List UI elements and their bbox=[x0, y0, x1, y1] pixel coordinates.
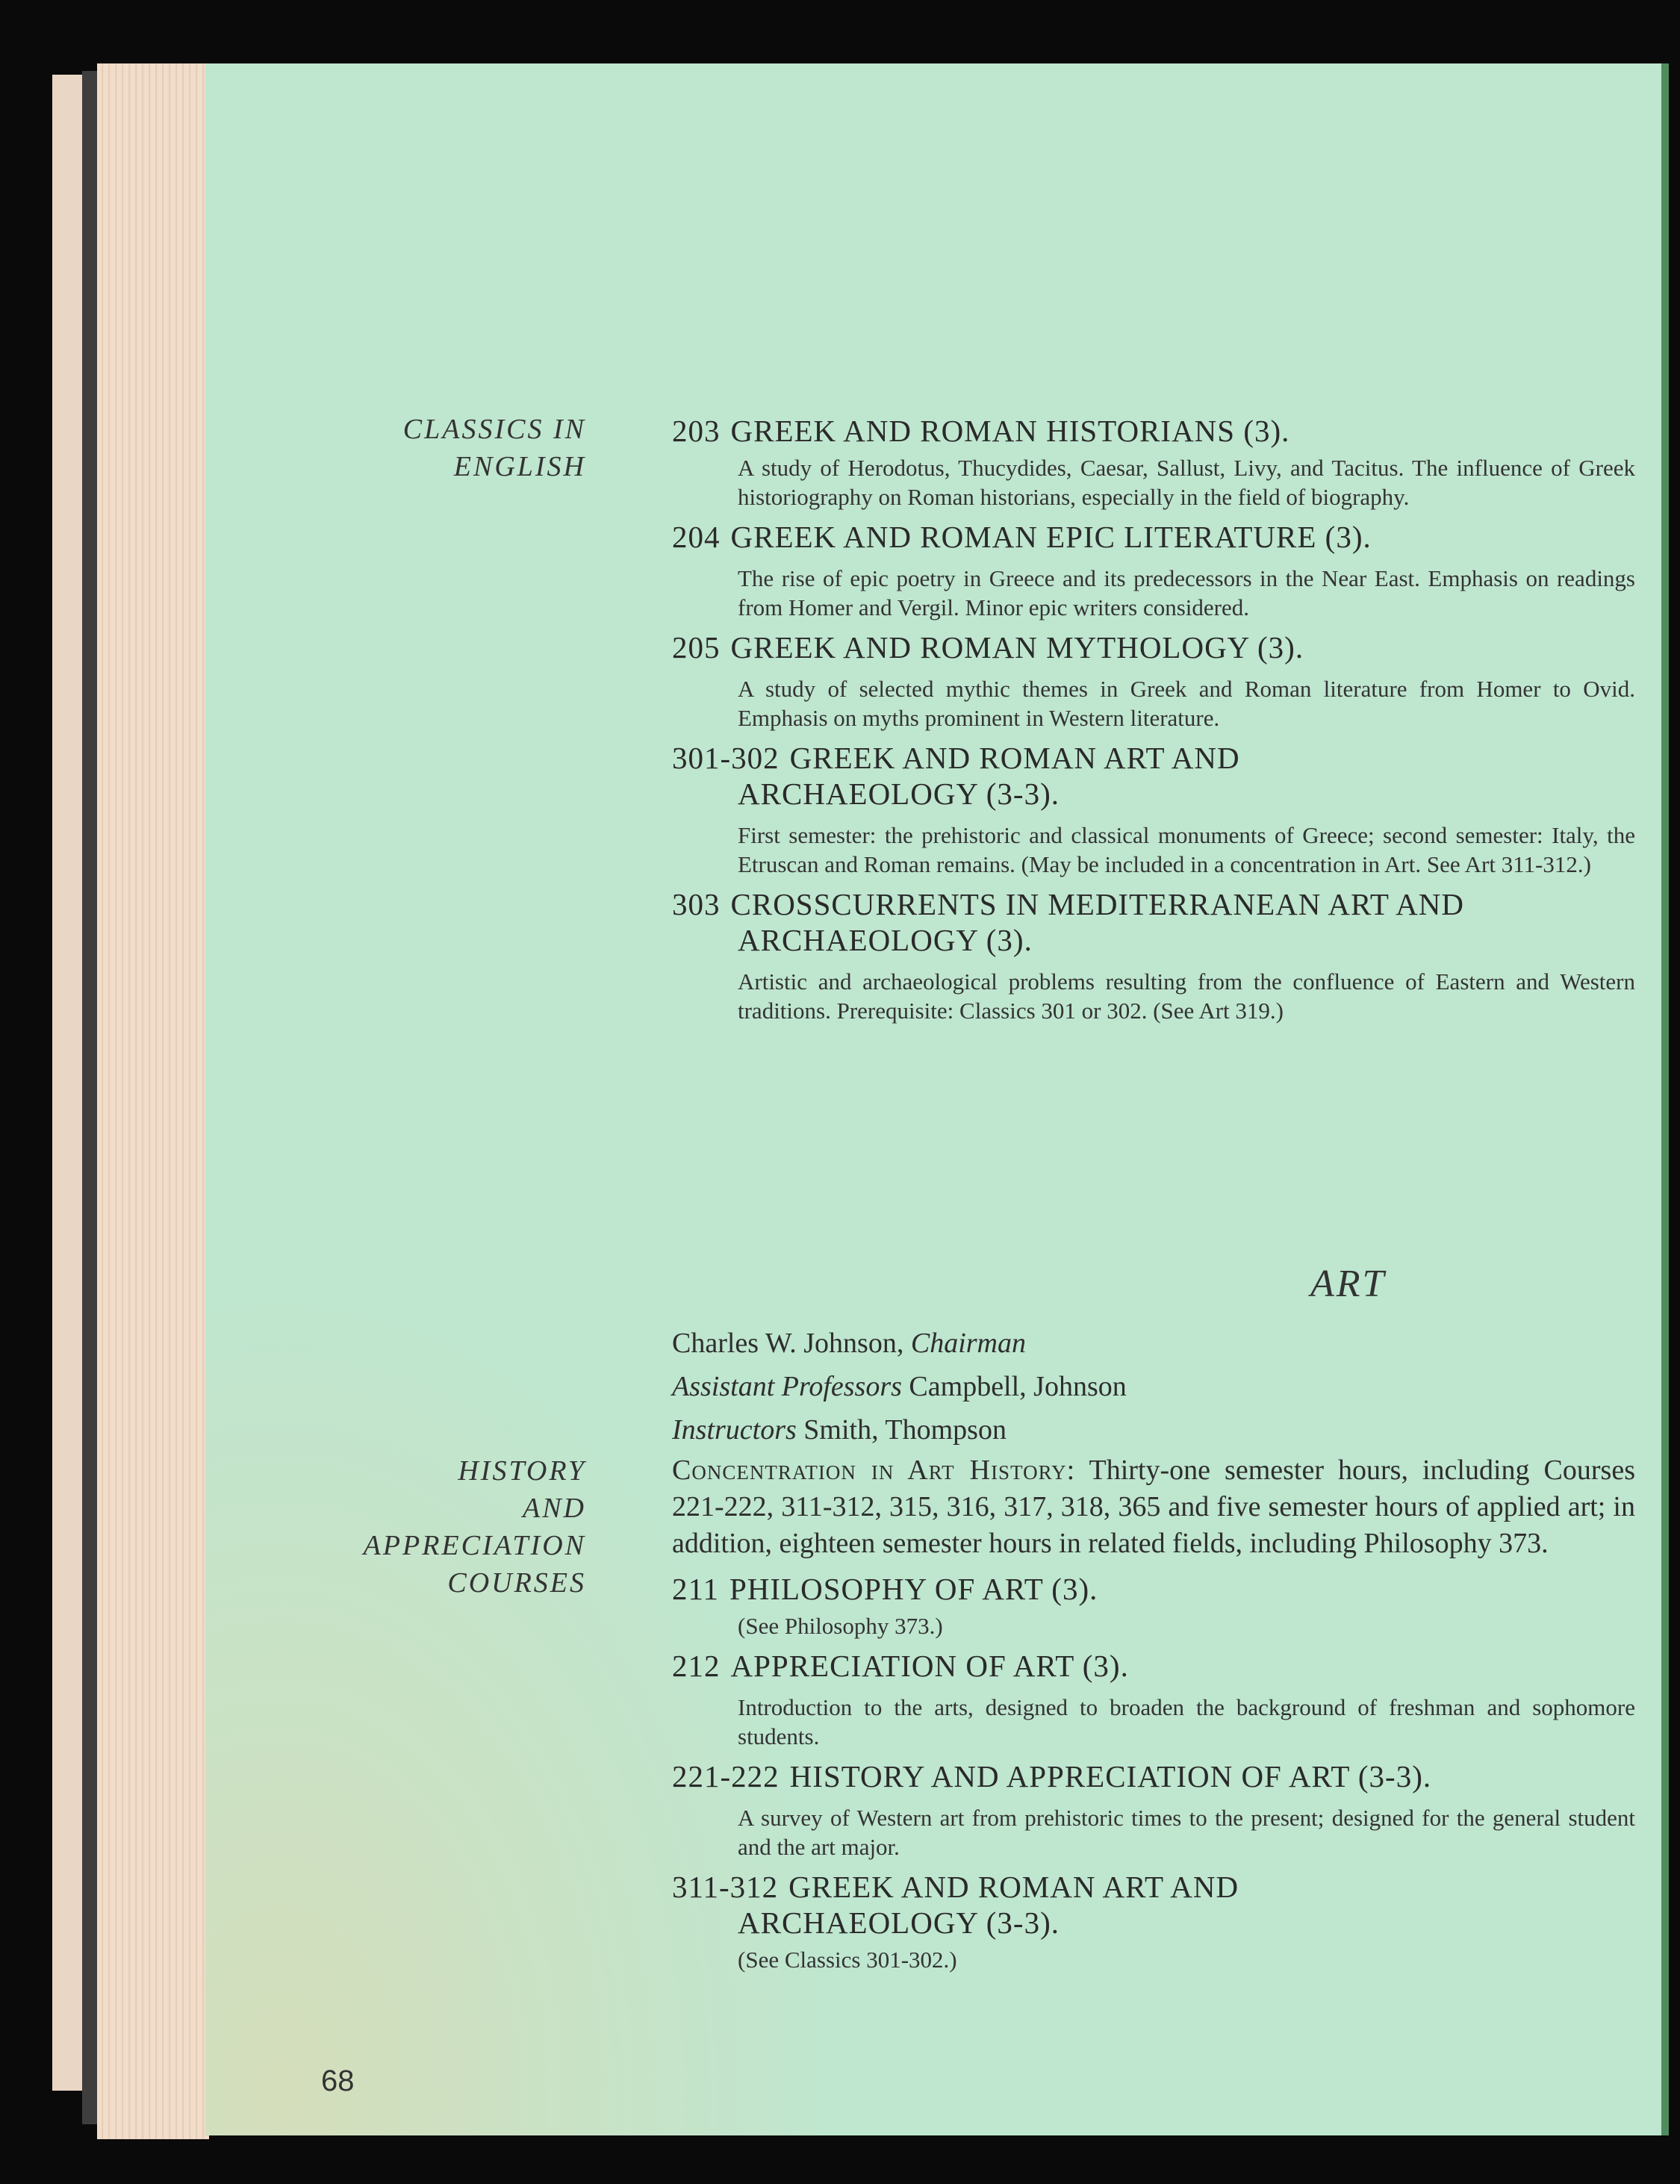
course-description: The rise of epic poetry in Greece and its predecessors in the Near East. Emphasis on readings from Homer and Vergil. Minor epic writers considered. bbox=[738, 565, 1635, 620]
course-number: 204 bbox=[672, 520, 721, 554]
course-number: 203 bbox=[672, 414, 721, 448]
staff-names: Smith, Thompson bbox=[803, 1414, 1007, 1446]
page-number: 68 bbox=[321, 2065, 355, 2097]
course-description: (See Philosophy 373.) bbox=[738, 1613, 943, 1639]
course-title bbox=[672, 1869, 1635, 1941]
course-title bbox=[672, 1571, 1635, 1607]
course-title bbox=[672, 1758, 1635, 1794]
course-description: Artistic and archaeological problems resulting from the confluence of Eastern and Western traditions. Prerequisite: Classics 301 or 302. (See Art 319.) bbox=[738, 968, 1635, 1024]
sidebar-line: AND bbox=[523, 1493, 586, 1524]
staff-instructors bbox=[672, 1408, 1635, 1452]
course-entry bbox=[672, 1869, 1635, 1974]
course-number: 221-222 bbox=[672, 1759, 780, 1793]
staff-names: Campbell, Johnson bbox=[909, 1371, 1127, 1402]
course-name: GREEK AND ROMAN ART AND bbox=[788, 1870, 1239, 1904]
course-name: GREEK AND ROMAN HISTORIANS (3). bbox=[730, 414, 1290, 448]
course-number: 205 bbox=[672, 630, 721, 665]
concentration-paragraph bbox=[672, 1452, 1635, 1562]
sidebar-line: CLASSICS IN bbox=[402, 414, 586, 445]
staff-assistant-professors bbox=[672, 1365, 1635, 1408]
course-title bbox=[672, 1648, 1635, 1684]
page-edge-shadow bbox=[1661, 63, 1669, 2135]
course-description: A survey of Western art from prehistoric times to the present; designed for the general student and the art major. bbox=[738, 1805, 1635, 1860]
concentration-label: Concentration in Art History: bbox=[672, 1455, 1076, 1486]
course-name: PHILOSOPHY OF ART (3). bbox=[729, 1572, 1098, 1606]
page-stack bbox=[97, 63, 209, 2139]
course-entry bbox=[672, 1648, 1635, 1751]
course-number: 301-302 bbox=[672, 741, 780, 775]
chairman-title: Chairman bbox=[910, 1328, 1026, 1359]
course-description: A study of selected mythic themes in Greek and Roman literature from Homer to Ovid. Emphasis on myths prominent in Western literature. bbox=[738, 676, 1635, 731]
course-entry bbox=[672, 886, 1635, 1025]
course-name-continued: ARCHAEOLOGY (3-3). bbox=[738, 1905, 1060, 1940]
course-name-continued: ARCHAEOLOGY (3-3). bbox=[738, 777, 1060, 811]
course-entry bbox=[672, 1758, 1635, 1861]
course-name: CROSSCURRENTS IN MEDITERRANEAN ART AND bbox=[730, 887, 1464, 921]
art-staff bbox=[672, 1322, 1635, 1452]
course-name: GREEK AND ROMAN EPIC LITERATURE (3). bbox=[730, 520, 1372, 554]
course-number: 211 bbox=[672, 1572, 719, 1606]
course-title bbox=[672, 886, 1635, 958]
course-name: HISTORY AND APPRECIATION OF ART (3-3). bbox=[789, 1759, 1432, 1793]
course-title bbox=[672, 413, 1635, 449]
course-number: 212 bbox=[672, 1649, 721, 1683]
course-name: APPRECIATION OF ART (3). bbox=[730, 1649, 1129, 1683]
book-cover-edge bbox=[82, 71, 99, 2124]
course-description: First semester: the prehistoric and classical monuments of Greece; second semester: Italy, the Etruscan and Roman remains. (May be included in a concentration in Art. See Art 311-312.) bbox=[738, 822, 1635, 877]
chairman-name: Charles W. Johnson, bbox=[672, 1328, 904, 1359]
sidebar-classics-in-english bbox=[403, 411, 586, 485]
course-name-continued: ARCHAEOLOGY (3). bbox=[738, 923, 1033, 957]
course-title bbox=[672, 519, 1635, 555]
concentration-text: Thirty-one semester hours, including Courses 221-222, 311-312, 315, 316, 317, 318, 365 and five semester hours of applied art; in addition, eighteen semester hours in related fields, including Philosophy 373. bbox=[672, 1455, 1635, 1559]
course-title bbox=[672, 740, 1635, 812]
course-description: (See Classics 301-302.) bbox=[738, 1947, 957, 1973]
course-entry bbox=[672, 629, 1635, 732]
course-entry bbox=[672, 413, 1635, 511]
catalog-page bbox=[205, 63, 1669, 2135]
course-number: 303 bbox=[672, 887, 721, 921]
section-heading-art: ART bbox=[1310, 1263, 1387, 1305]
course-entry bbox=[672, 519, 1635, 622]
course-name: GREEK AND ROMAN MYTHOLOGY (3). bbox=[730, 630, 1304, 665]
course-name: GREEK AND ROMAN ART AND bbox=[789, 741, 1240, 775]
course-description: A study of Herodotus, Thucydides, Caesar, Sallust, Livy, and Tacitus. The influence of Greek historiography on Roman historians, especially in the field of biography. bbox=[738, 455, 1635, 510]
rank-label: Assistant Professors bbox=[672, 1371, 902, 1402]
sidebar-line: HISTORY bbox=[458, 1455, 586, 1487]
sidebar-line: APPRECIATION bbox=[363, 1530, 586, 1561]
sidebar-line: ENGLISH bbox=[453, 451, 586, 482]
rank-label: Instructors bbox=[672, 1414, 797, 1446]
classics-courses bbox=[672, 413, 1635, 1033]
art-courses bbox=[672, 1452, 1635, 1982]
course-description: Introduction to the arts, designed to broaden the background of freshman and sophomore students. bbox=[738, 1694, 1635, 1749]
course-entry bbox=[672, 740, 1635, 879]
course-entry bbox=[672, 1571, 1635, 1640]
course-number: 311-312 bbox=[672, 1870, 779, 1904]
course-title bbox=[672, 629, 1635, 665]
staff-chairman bbox=[672, 1322, 1635, 1365]
sidebar-history-appreciation bbox=[364, 1452, 586, 1602]
sidebar-line: COURSES bbox=[447, 1567, 586, 1599]
